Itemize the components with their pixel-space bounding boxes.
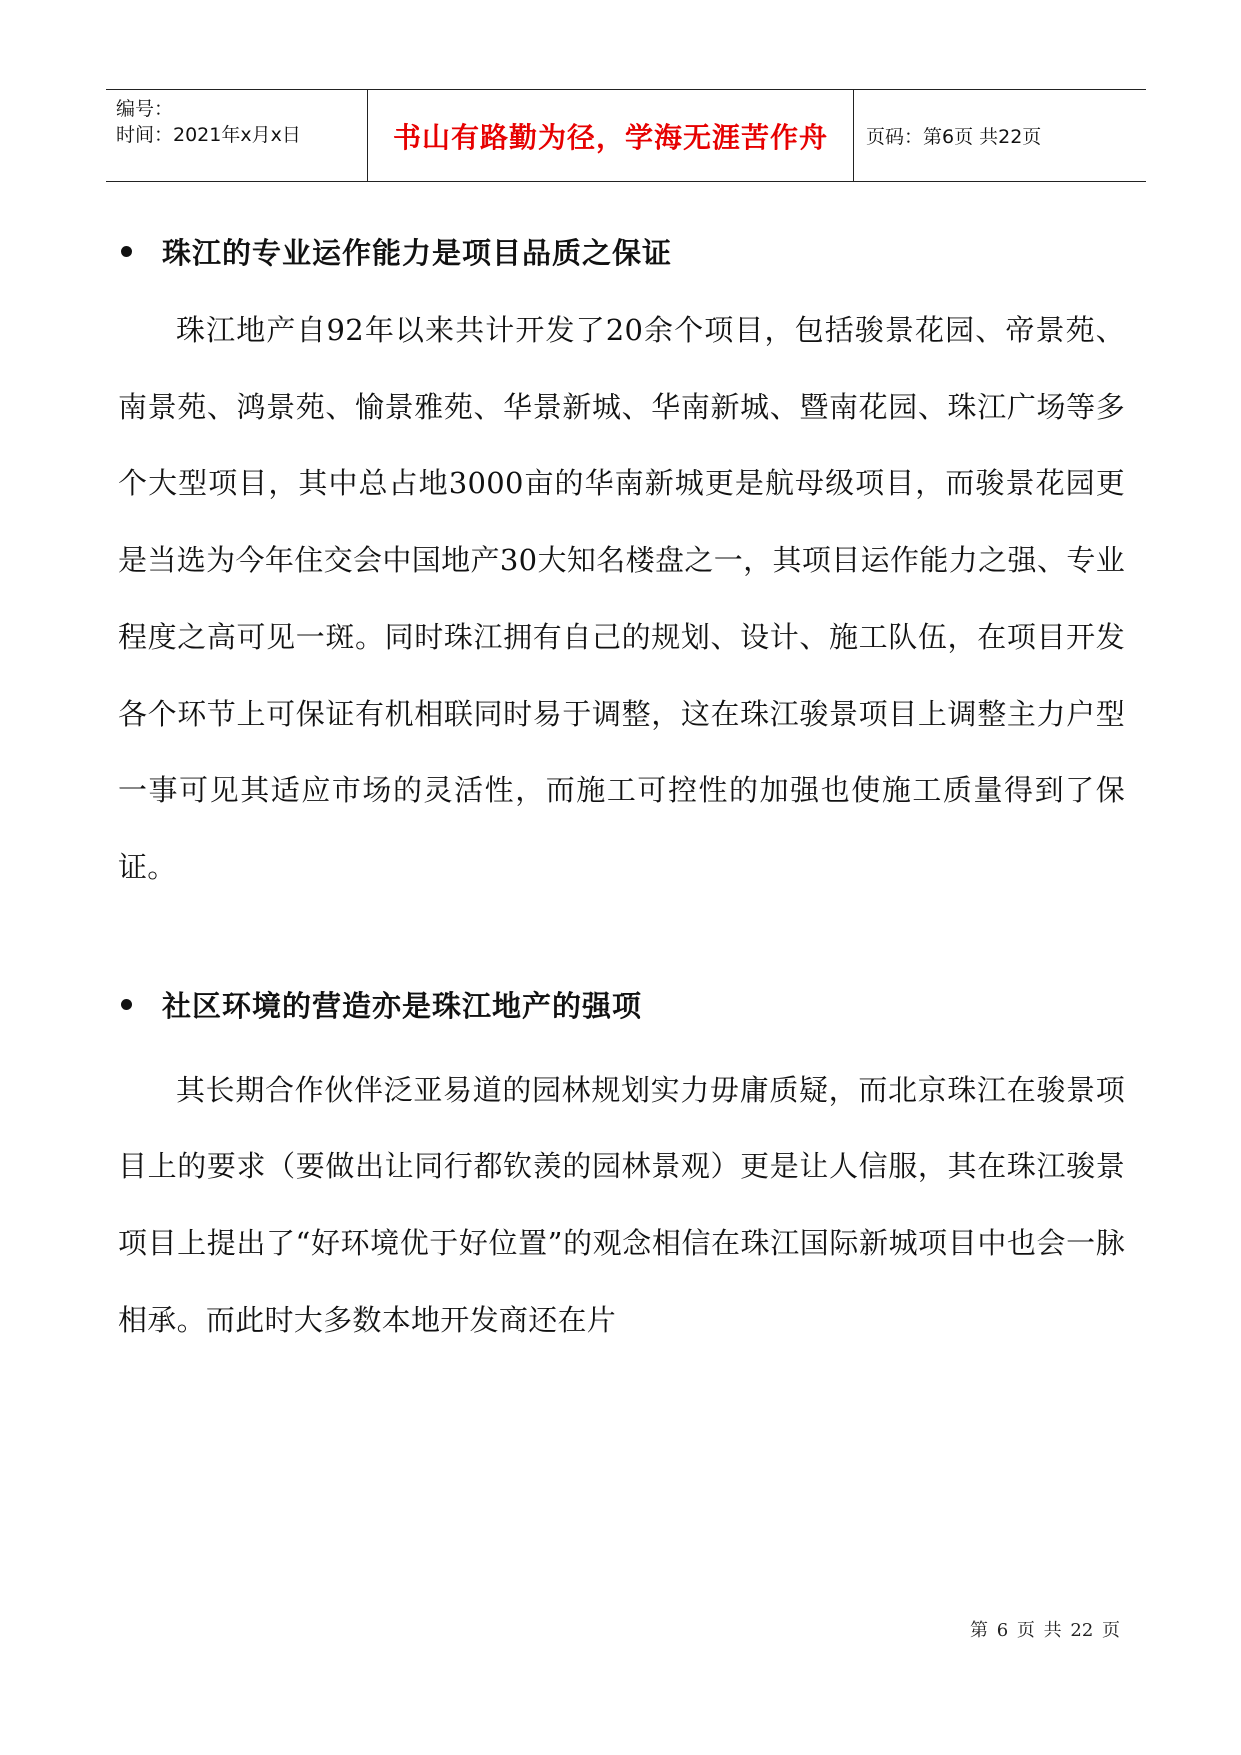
- document-number-label: 编号：: [116, 98, 174, 120]
- section-heading-text: 社区环境的营造亦是珠江地产的强项: [162, 989, 643, 1024]
- header-info-cell: [106, 90, 368, 181]
- header-motto: 书山有路勤为径，学海无涯苦作舟: [392, 120, 828, 154]
- section-heading: [118, 226, 1125, 276]
- section-paragraph: 其长期合作伙伴泛亚易道的园林规划实力毋庸质疑，而北京珠江在骏景项目上的要求（要做出让同行都钦羡的园林景观）更是让人信服，其在珠江骏景项目上提出了“好环境优于好位置”的观念相信在珠江国际新城项目中也会一脉相承。而此时大多数本地开发商还在片: [118, 1072, 1125, 1337]
- section-heading-text: 珠江的专业运作能力是项目品质之保证: [162, 235, 673, 270]
- document-body: [118, 226, 1125, 1358]
- section-heading: [118, 980, 1125, 1030]
- bullet-icon: [121, 246, 132, 257]
- bullet-icon: [121, 999, 132, 1010]
- page-footer: 第 6 页 共 22 页: [970, 1620, 1120, 1641]
- document-time-label: 时间：2021年x月x日: [116, 124, 301, 146]
- document-header: [106, 89, 1146, 182]
- header-page-cell: [854, 90, 1146, 181]
- header-motto-cell: [368, 90, 854, 181]
- section-paragraph: 珠江地产自92年以来共计开发了20余个项目，包括骏景花园、帝景苑、南景苑、鸿景苑、愉景雅苑、华景新城、华南新城、暨南花园、珠江广场等多个大型项目，其中总占地3000亩的华南新城更是航母级项目，而骏景花园更是当选为今年住交会中国地产30大知名楼盘之一，其项目运作能力之强、专业程度之高可见一斑。同时珠江拥有自己的规划、设计、施工队伍，在项目开发各个环节上可保证有机相联同时易于调整，这在珠江骏景项目上调整主力户型一事可见其适应市场的灵活性，而施工可控性的加强也使施工质量得到了保证。: [118, 313, 1125, 884]
- header-page-label: 页码：第6页 共22页: [866, 126, 1042, 148]
